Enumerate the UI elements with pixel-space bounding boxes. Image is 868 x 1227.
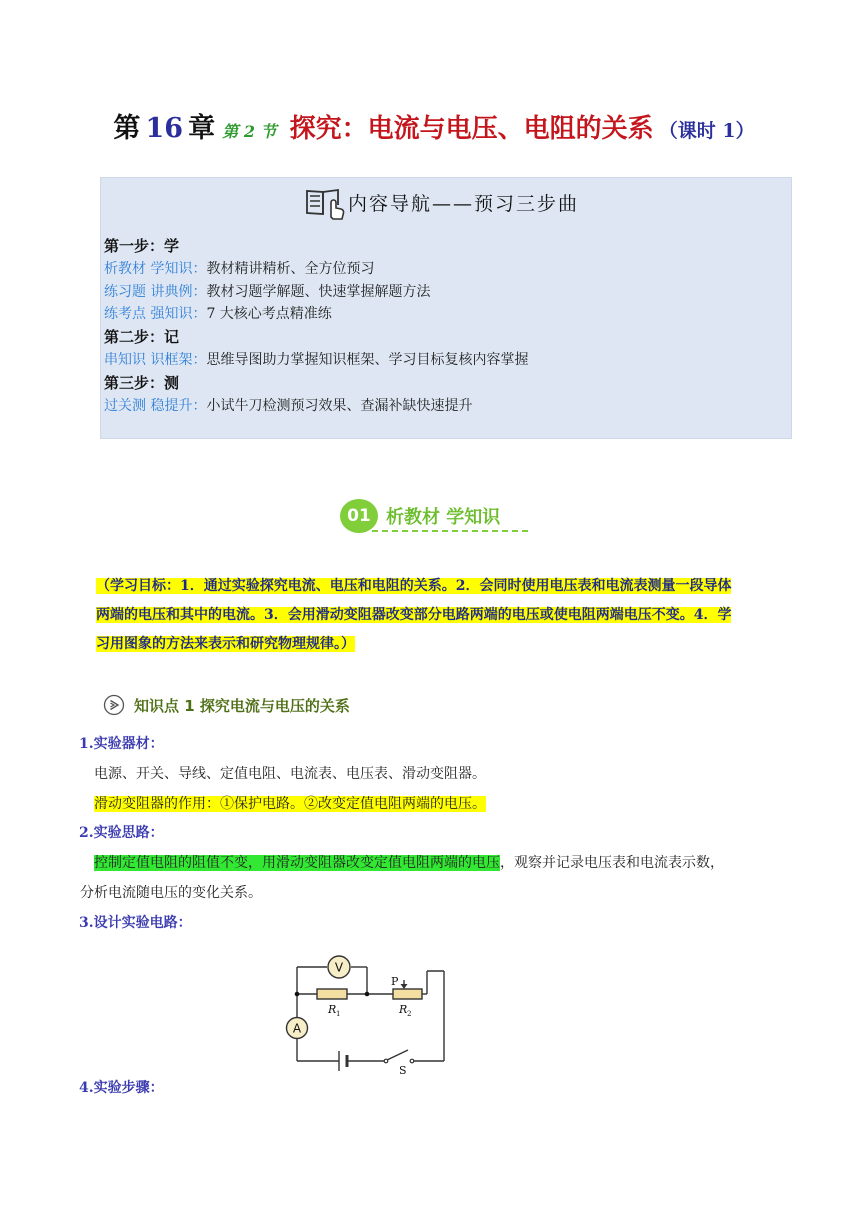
goals-line-3: 习用图象的方法来表示和研究物理规律。） <box>96 636 355 652</box>
rheostat-purpose <box>94 793 486 813</box>
chapter-suffix: 章 <box>188 113 216 144</box>
rheostat-purpose-text: 滑动变阻器的作用：①保护电路。②改变定值电阻两端的电压。 <box>94 796 486 812</box>
idea-highlight: 控制定值电阻的阻值不变，用滑动变阻器改变定值电阻两端的电压 <box>94 855 500 871</box>
junction-dot <box>295 992 300 997</box>
nav-row-key: 串知识 识框架： <box>104 351 207 368</box>
nav-row-key: 练考点 强知识： <box>104 306 207 323</box>
nav-header-text: 内容导航——预习三步曲 <box>348 192 580 215</box>
r1-subscript: 1 <box>336 1010 341 1018</box>
nav-row-key: 练习题 讲典例： <box>104 283 207 300</box>
nav-row-key: 过关测 稳提升： <box>104 397 207 414</box>
r2-subscript: 2 <box>407 1010 412 1018</box>
switch-lever <box>387 1050 408 1060</box>
section-underline <box>372 530 528 532</box>
book-pointer-icon <box>304 183 346 221</box>
nav-row-value: 7 大核心考点精准练 <box>206 306 332 323</box>
nav-list <box>104 235 528 417</box>
lesson-label: （课时 1） <box>658 120 755 142</box>
heading-idea: 2.实验思路： <box>79 825 164 841</box>
nav-row-3 <box>104 303 528 326</box>
resistor-r1 <box>317 989 347 999</box>
nav-row-value: 小试牛刀检测预习效果、查漏补缺快速提升 <box>206 397 473 414</box>
learning-goals <box>96 572 796 659</box>
nav-row-5 <box>104 395 528 418</box>
idea-text <box>94 852 724 872</box>
equipment-text: 电源、开关、导线、定值电阻、电流表、电压表、滑动变阻器。 <box>94 766 486 782</box>
heading-equipment: 1.实验器材： <box>79 736 164 752</box>
nav-row-value: 思维导图助力掌握知识框架、学习目标复核内容掌握 <box>206 351 529 368</box>
slider-label: P <box>391 975 399 988</box>
nav-row-value: 教材精讲精析、全方位预习 <box>206 260 375 277</box>
ammeter-label: A <box>292 1021 302 1036</box>
nav-header <box>304 182 579 222</box>
nav-step-1: 第一步：学 <box>104 237 180 255</box>
section-label-text: 析教材 学知识 <box>386 507 501 528</box>
goals-line-1: （学习目标：1．通过实验探究电流、电压和电阻的关系。2．会同时使用电压表和电流表测量一段导体 <box>96 578 732 594</box>
goals-line-2: 两端的电压和其中的电流。3．会用滑动变阻器改变部分电路两端的电压或使电阻两端电压不变。4．学 <box>96 607 732 623</box>
junction-dot <box>365 992 370 997</box>
voltmeter-label: V <box>334 960 344 975</box>
page-title <box>0 106 868 145</box>
idea-rest: ，观察并记录电压表和电流表示数， <box>500 855 724 871</box>
circuit-diagram <box>275 950 455 1080</box>
content-navigation-box <box>100 177 792 439</box>
knowledge-point-heading <box>103 693 350 717</box>
nav-row-4 <box>104 349 528 372</box>
r2-label: R <box>399 1003 408 1016</box>
idea-text-2: 分析电流随电压的变化关系。 <box>80 885 262 901</box>
nav-row-key: 析教材 学知识： <box>104 260 207 277</box>
chapter-prefix: 第 <box>113 113 141 144</box>
rheostat-r2 <box>393 989 422 999</box>
r1-label: R <box>328 1003 337 1016</box>
nav-row-2 <box>104 281 528 304</box>
switch-contact <box>410 1059 414 1063</box>
circle-arrow-icon <box>103 694 125 716</box>
nav-step-2: 第二步：记 <box>104 328 180 347</box>
nav-row-value: 教材习题学解题、快速掌握解题方法 <box>206 283 431 300</box>
main-title: 探究：电流与电压、电阻的关系 <box>289 114 654 144</box>
heading-steps: 4.实验步骤： <box>79 1080 164 1096</box>
slider-arrowhead <box>401 984 408 989</box>
chapter-number: 16 <box>145 113 184 144</box>
section-label: 第 2 节 <box>222 122 277 141</box>
nav-step-3: 第三步：测 <box>104 373 180 392</box>
switch-label: S <box>399 1064 407 1077</box>
heading-circuit: 3.设计实验电路： <box>79 915 192 931</box>
section-number: 01 <box>340 499 378 533</box>
knowledge-point-label: 知识点 1 探究电流与电压的关系 <box>134 696 350 715</box>
nav-row-1 <box>104 258 528 281</box>
